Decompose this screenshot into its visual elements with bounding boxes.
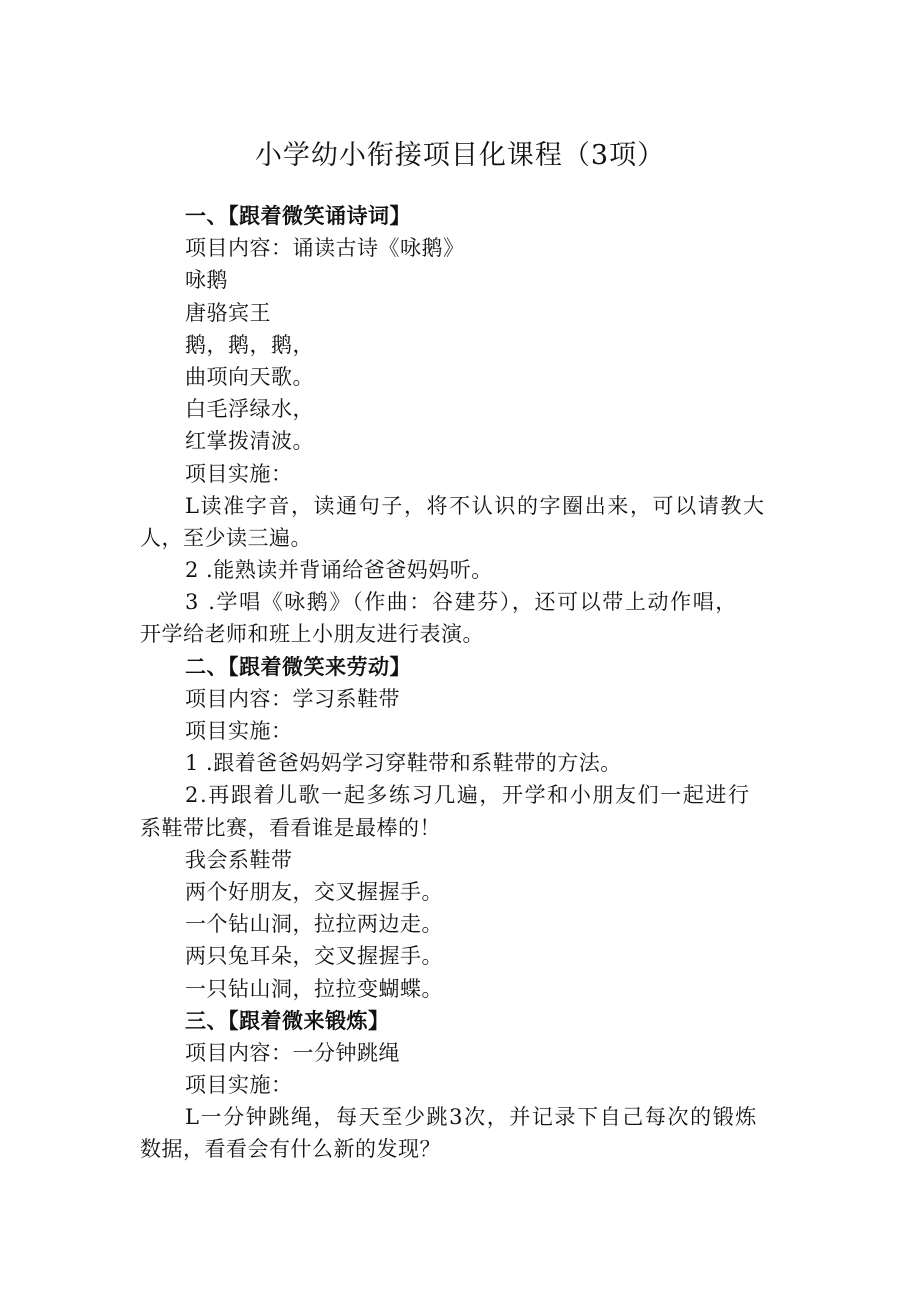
section3-heading: 三、【跟着微来锻炼】 xyxy=(185,1008,390,1033)
section1-step3-line2: 开学给老师和班上小朋友进行表演。 xyxy=(140,622,484,647)
section2-impl-label: 项目实施： xyxy=(185,719,293,743)
section1-step2: 2 .能熟读并背诵给爸爸妈妈听。 xyxy=(185,558,493,583)
poem-line: 鹅，鹅，鹅， xyxy=(185,332,314,357)
poem-author: 唐骆宾王 xyxy=(185,300,271,325)
section2-heading: 二、【跟着微笑来劳动】 xyxy=(185,654,411,679)
section1-heading: 一、【跟着微笑诵诗词】 xyxy=(185,204,411,228)
section2-content: 项目内容：学习系鞋带 xyxy=(185,686,400,711)
section3-impl-label: 项目实施： xyxy=(185,1073,293,1098)
section1-step1-line2: 人，至少读三遍。 xyxy=(140,525,312,550)
section3-step1-line1: L一分钟跳绳，每天至少跳3次，并记录下自己每次的锻炼 xyxy=(185,1105,758,1130)
section2-step2-line1: 2.再跟着儿歌一起多练习几遍，开学和小朋友们一起进行 xyxy=(185,783,751,808)
song-line: 两个好朋友，交叉握握手。 xyxy=(185,879,443,904)
section2-step1: 1 .跟着爸爸妈妈学习穿鞋带和系鞋带的方法。 xyxy=(185,751,622,776)
section3-step1-line2: 数据，看看会有什么新的发现？ xyxy=(140,1137,441,1162)
section1-impl-label: 项目实施： xyxy=(185,461,293,486)
section1-content: 项目内容：诵读古诗《咏鹅》 xyxy=(185,236,465,261)
document-body xyxy=(140,200,790,1166)
section1-step3-line1: 3 .学唱《咏鹅》（作曲：谷建芬），还可以带上动作唱， xyxy=(185,590,738,615)
song-line: 两只兔耳朵，交叉握握手。 xyxy=(185,944,443,969)
document-title: 小学幼小衔接项目化课程（3项） xyxy=(254,140,666,171)
song-title: 我会系鞋带 xyxy=(185,847,293,872)
section2-step2-line2: 系鞋带比赛，看看谁是最棒的！ xyxy=(140,815,441,840)
poem-line: 曲项向天歌。 xyxy=(185,364,314,389)
poem-line: 白毛浮绿水， xyxy=(185,397,314,422)
section3-content: 项目内容：一分钟跳绳 xyxy=(185,1040,400,1065)
song-line: 一个钻山洞，拉拉两边走。 xyxy=(185,912,443,937)
section1-step1-line1: L读准字音，读通句子，将不认识的字圈出来，可以请教大 xyxy=(185,493,766,518)
poem-line: 红掌拨清波。 xyxy=(185,429,314,454)
song-line: 一只钻山洞，拉拉变蝴蝶。 xyxy=(185,976,443,1001)
poem-title: 咏鹅 xyxy=(185,268,228,293)
